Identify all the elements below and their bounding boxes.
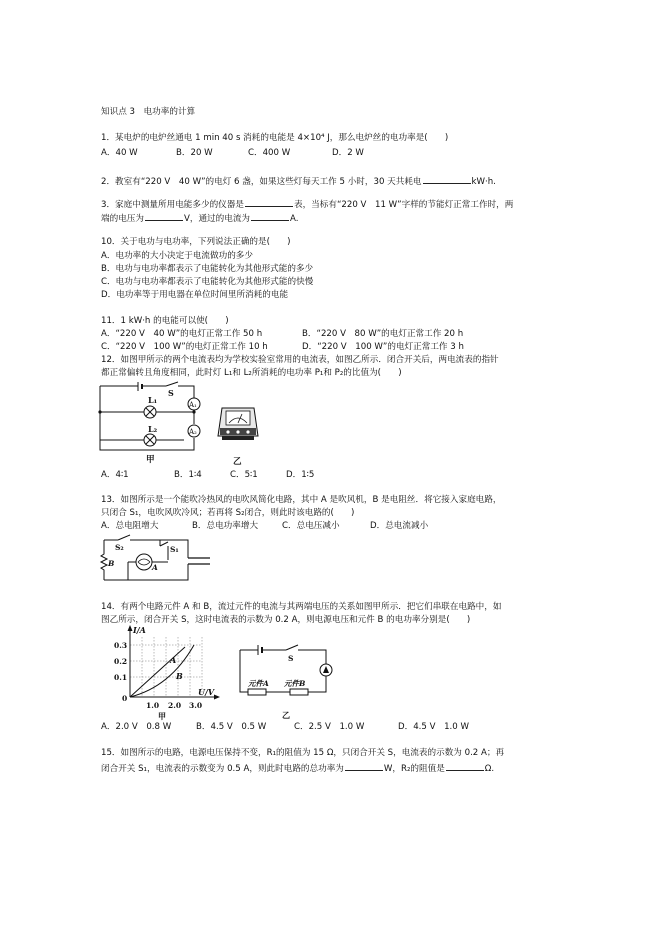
q12-label-a1: A₁ xyxy=(189,401,197,409)
q15-blank-2[interactable] xyxy=(446,761,484,771)
q3-text-2: 表，当标有“220 V 11 W”字样的节能灯正常工作时，两 xyxy=(293,200,514,210)
q10-option-a: A．电功率的大小决定于电流做功的多少 xyxy=(101,251,253,261)
q14-xtick-1: 1.0 xyxy=(146,701,160,710)
q1-option-c: C．400 W xyxy=(248,148,291,158)
question-15-line-2 xyxy=(101,761,494,775)
q3-text-5: A. xyxy=(290,214,299,224)
q13-label-a: A xyxy=(152,563,158,572)
q15-blank-1[interactable] xyxy=(345,761,383,771)
q14-xtick-3: 3.0 xyxy=(189,701,203,710)
q13-option-d: D．总电流减小 xyxy=(370,521,429,531)
q14-curve-a-label: A xyxy=(170,655,177,665)
q11-option-a: A．“220 V 40 W”的电灯正常工作 50 h xyxy=(101,329,263,339)
q14-yi-caption: 乙 xyxy=(282,710,290,720)
q12-figure-ammeter xyxy=(216,404,260,444)
q12-label-l1: L₁ xyxy=(148,395,158,405)
q15-text-3: Ω. xyxy=(484,764,495,774)
question-14-line-2: 图乙所示，闭合开关 S，这时电流表的示数为 0.2 A，则电源电压和元件 B 的电功率分别是( ) xyxy=(101,615,471,625)
q12-figure-yi-caption: 乙 xyxy=(233,457,242,467)
q1-option-d: D．2 W xyxy=(332,148,364,158)
q12-option-d: D．1∶5 xyxy=(286,470,315,480)
q14-figure-iu-graph xyxy=(110,625,222,721)
q3-text-3: 端的电压为 xyxy=(101,214,144,224)
q14-label-elem-b: 元件B xyxy=(284,679,306,688)
q11-option-c: C．“220 V 100 W”的电灯正常工作 10 h xyxy=(101,342,268,352)
q12-figure-jia-caption: 甲 xyxy=(146,455,155,465)
question-14-line-1: 14．有两个电路元件 A 和 B，流过元件的电流与其两端电压的关系如图甲所示．把它们串联在电路中，如 xyxy=(101,602,502,612)
q14-option-c: C．2.5 V 1.0 W xyxy=(294,722,365,732)
q11-option-d: D．“220 V 100 W”的电灯正常工作 3 h xyxy=(302,342,464,352)
q10-option-d: D．电功率等于用电器在单位时间里所消耗的电能 xyxy=(101,290,289,300)
q3-blank-2[interactable] xyxy=(145,211,183,221)
question-3-line-1 xyxy=(101,197,513,211)
q14-xtick-2: 2.0 xyxy=(168,701,182,710)
question-15-line-1: 15．如图所示的电路，电源电压保持不变，R₁的阻值为 15 Ω，只闭合开关 S，电流表的示数为 0.2 A；再 xyxy=(101,748,505,758)
q1-option-a: A．40 W xyxy=(101,148,138,158)
question-3-line-2 xyxy=(101,211,299,225)
q10-option-b: B．电功与电功率都表示了电能转化为其他形式能的多少 xyxy=(101,264,314,274)
q14-ytick-3: 0.1 xyxy=(114,673,128,682)
q12-figure-circuit xyxy=(98,382,208,462)
q12-label-a2: A₂ xyxy=(189,428,197,436)
question-2-stem xyxy=(101,174,496,188)
q13-label-b: B xyxy=(108,559,115,568)
q12-option-c: C．5∶1 xyxy=(230,470,258,480)
q14-curve-b-label: B xyxy=(176,671,183,681)
q2-text-after: kW·h. xyxy=(471,177,496,187)
q3-text-1: 3．家庭中测量所用电能多少的仪器是 xyxy=(101,200,244,210)
q1-option-b: B．20 W xyxy=(176,148,213,158)
q14-label-elem-a: 元件A xyxy=(248,679,269,688)
section-title: 知识点 3 电功率的计算 xyxy=(101,107,196,117)
q12-option-b: B．1∶4 xyxy=(174,470,202,480)
question-10-stem: 10．关于电功与电功率，下列说法正确的是( ) xyxy=(101,237,291,247)
q13-option-b: B．总电功率增大 xyxy=(192,521,259,531)
q14-option-d: D．4.5 V 1.0 W xyxy=(398,722,469,732)
q12-option-a: A．4∶1 xyxy=(101,470,129,480)
q14-option-a: A．2.0 V 0.8 W xyxy=(101,722,172,732)
q14-figure-series-circuit xyxy=(236,644,336,720)
q14-ylabel: I/A xyxy=(133,625,146,635)
q14-option-b: B．4.5 V 0.5 W xyxy=(196,722,267,732)
q13-figure-circuit xyxy=(98,532,214,586)
q13-option-c: C．总电压减小 xyxy=(282,521,340,531)
q13-label-s1: S₁ xyxy=(170,545,179,554)
q12-label-l2: L₂ xyxy=(148,424,158,434)
question-13-line-1: 13．如图所示是一个能吹冷热风的电吹风简化电路，其中 A 是吹风机，B 是电阻丝．将它接入家庭电路， xyxy=(101,495,502,505)
q14-xlabel: U/V xyxy=(198,687,215,697)
q15-text-2: W，R₂的阻值是 xyxy=(383,764,445,774)
q14-ytick-1: 0.3 xyxy=(114,641,128,650)
question-12-line-1: 12．如图甲所示的两个电流表均为学校实验室常用的电流表，如图乙所示．闭合开关后，两电流表的指针 xyxy=(101,355,499,365)
question-12-line-2: 都正常偏转且角度相同，此时灯 L₁和 L₂所消耗的电功率 P₁和 P₂的比值为( ) xyxy=(101,368,402,378)
q3-text-4: V，通过的电流为 xyxy=(183,214,251,224)
q12-label-switch: S xyxy=(168,388,174,398)
q10-option-c: C．电功与电功率都表示了电能转化为其他形式能的快慢 xyxy=(101,277,314,287)
q13-label-s2: S₂ xyxy=(115,543,124,552)
question-1-stem: 1．某电炉的电炉丝通电 1 min 40 s 消耗的电能是 4×10⁴ J，那么电炉丝的电功率是( ) xyxy=(101,133,449,143)
question-11-stem: 11．1 kW·h 的电能可以使( ) xyxy=(101,316,229,326)
q11-option-b: B．“220 V 80 W”的电灯正常工作 20 h xyxy=(302,329,464,339)
q2-answer-blank[interactable] xyxy=(423,174,471,184)
q14-jia-caption: 甲 xyxy=(158,711,166,721)
q14-label-switch: S xyxy=(288,654,294,663)
question-13-line-2: 只闭合 S₁，电吹风吹冷风；若再将 S₂闭合，则此时该电路的( ) xyxy=(101,508,355,518)
q3-blank-1[interactable] xyxy=(245,197,293,207)
q13-option-a: A．总电阻增大 xyxy=(101,521,159,531)
q2-text-before: 2．教室有“220 V 40 W”的电灯 6 盏，如果这些灯每天工作 5 小时，30 天共耗电 xyxy=(101,177,422,187)
q15-text-1: 闭合开关 S₁，电流表的示数变为 0.5 A，则此时电路的总功率为 xyxy=(101,764,344,774)
q14-ytick-2: 0.2 xyxy=(114,657,128,666)
q14-origin-label: 0 xyxy=(122,694,128,703)
q3-blank-3[interactable] xyxy=(251,211,289,221)
